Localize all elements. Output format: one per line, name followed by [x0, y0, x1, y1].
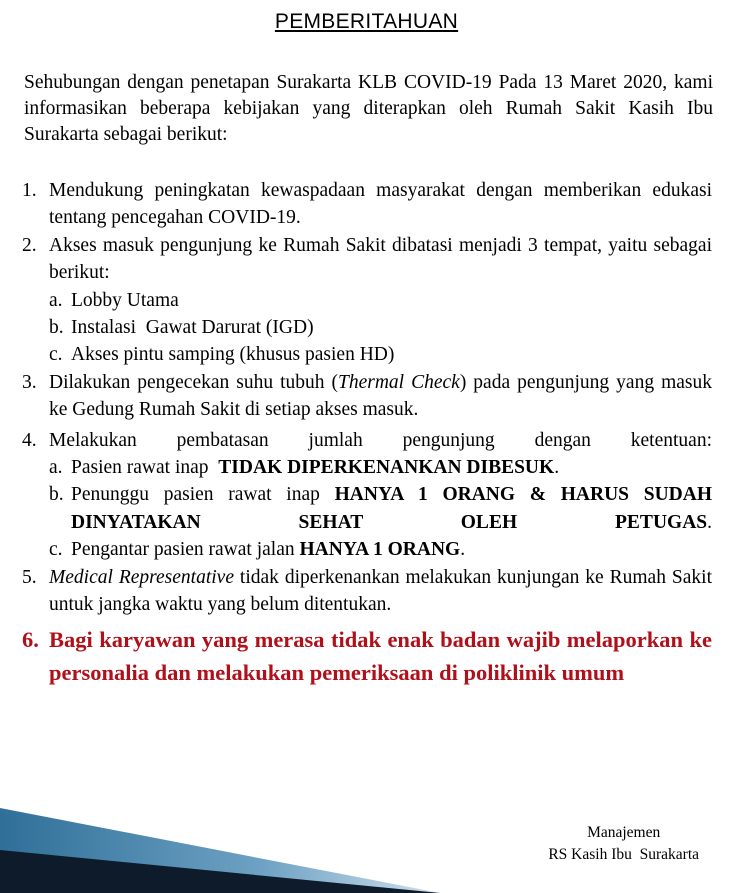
sub-letter: a.	[49, 457, 63, 479]
list-item-1	[22, 177, 712, 232]
sub-letter: b.	[49, 484, 64, 506]
sub-item-2c	[49, 341, 712, 368]
sub-text: Lobby Utama	[71, 289, 179, 311]
item-number: 1.	[22, 180, 37, 201]
sub-text-pre: Pengantar pasien rawat jalan	[71, 539, 300, 561]
signature-line-2: RS Kasih Ibu Surakarta	[548, 846, 699, 863]
sub-text-pre: Pasien rawat inap	[71, 457, 214, 479]
thermal-check-term: Thermal Check	[338, 371, 460, 393]
sub-item-4c	[49, 536, 712, 563]
list-item-4	[22, 427, 712, 454]
signature-block	[548, 822, 699, 866]
sub-letter: c.	[49, 539, 63, 561]
sub-text	[71, 454, 712, 481]
sub-text-bold: TIDAK DIPERKENANKAN DIBESUK	[218, 457, 555, 479]
item-text: Melakukan pembatasan jumlah pengunjung dengan ketentuan:	[49, 429, 712, 451]
sub-text: Instalasi Gawat Darurat (IGD)	[71, 317, 314, 339]
item-number: 4.	[22, 429, 37, 451]
sub-text-bold: HANYA 1 ORANG	[299, 539, 461, 561]
item-text-post: tidak diperkenankan melakukan kunjungan ke Rumah Sakit untuk jangka waktu yang belum ditentukan.	[49, 566, 712, 616]
sub-text	[71, 481, 712, 536]
sub-text-bold: HANYA 1 ORANG & HARUS SUDAH DINYATAKAN SEHAT OLEH PETUGAS	[71, 484, 712, 533]
item-text-pre: Dilakukan pengecekan suhu tubuh (	[49, 371, 338, 393]
item-number: 2.	[22, 234, 37, 256]
intro-paragraph: Sehubungan dengan penetapan Surakarta KLB COVID-19 Pada 13 Maret 2020, kami informasikan beberapa kebijakan yang diterapkan oleh Rumah Sakit Kasih Ibu Surakarta sebagai berikut:	[24, 72, 713, 145]
item-text: Bagi karyawan yang merasa tidak enak badan wajib melaporkan ke personalia dan melakukan pemeriksaan di poliklinik umum	[49, 626, 712, 685]
sub-text-post: .	[460, 539, 466, 561]
sub-item-2a	[49, 287, 712, 314]
item-number: 6.	[22, 626, 39, 652]
sub-letter: b.	[49, 317, 64, 339]
decorative-wedge-graphic	[0, 800, 440, 893]
sub-text-post: .	[707, 511, 712, 533]
sub-text-post: .	[554, 457, 560, 479]
sub-item-2b	[49, 314, 712, 341]
sub-text: Akses pintu samping (khusus pasien HD)	[71, 344, 395, 366]
signature-line-1: Manajemen	[587, 824, 661, 841]
sub-item-4a	[49, 454, 712, 481]
policy-list	[22, 177, 712, 689]
sub-letter: a.	[49, 289, 63, 311]
sub-item-4b	[49, 481, 712, 536]
sub-text	[71, 536, 712, 563]
sub-text-pre: Penunggu pasien rawat inap	[71, 484, 335, 506]
page-title: PEMBERITAHUAN	[274, 10, 459, 33]
list-item-3	[22, 369, 712, 424]
list-item-2	[22, 232, 712, 287]
item-text: Mendukung peningkatan kewaspadaan masyarakat dengan memberikan edukasi tentang pencegahan COVID-19.	[49, 180, 712, 229]
item-text	[49, 369, 712, 424]
list-item-6	[22, 623, 712, 689]
item-text	[49, 564, 712, 619]
item-text: Akses masuk pengunjung ke Rumah Sakit dibatasi menjadi 3 tempat, yaitu sebagai berikut:	[49, 234, 712, 284]
item-text-post: ) pada pengunjung yang masuk ke Gedung Rumah Sakit di setiap akses masuk.	[49, 371, 712, 421]
item-number: 5.	[22, 566, 37, 588]
sub-letter: c.	[49, 344, 63, 366]
item-number: 3.	[22, 371, 37, 393]
list-item-5	[22, 564, 712, 619]
medical-rep-term: Medical Representative	[49, 566, 234, 588]
